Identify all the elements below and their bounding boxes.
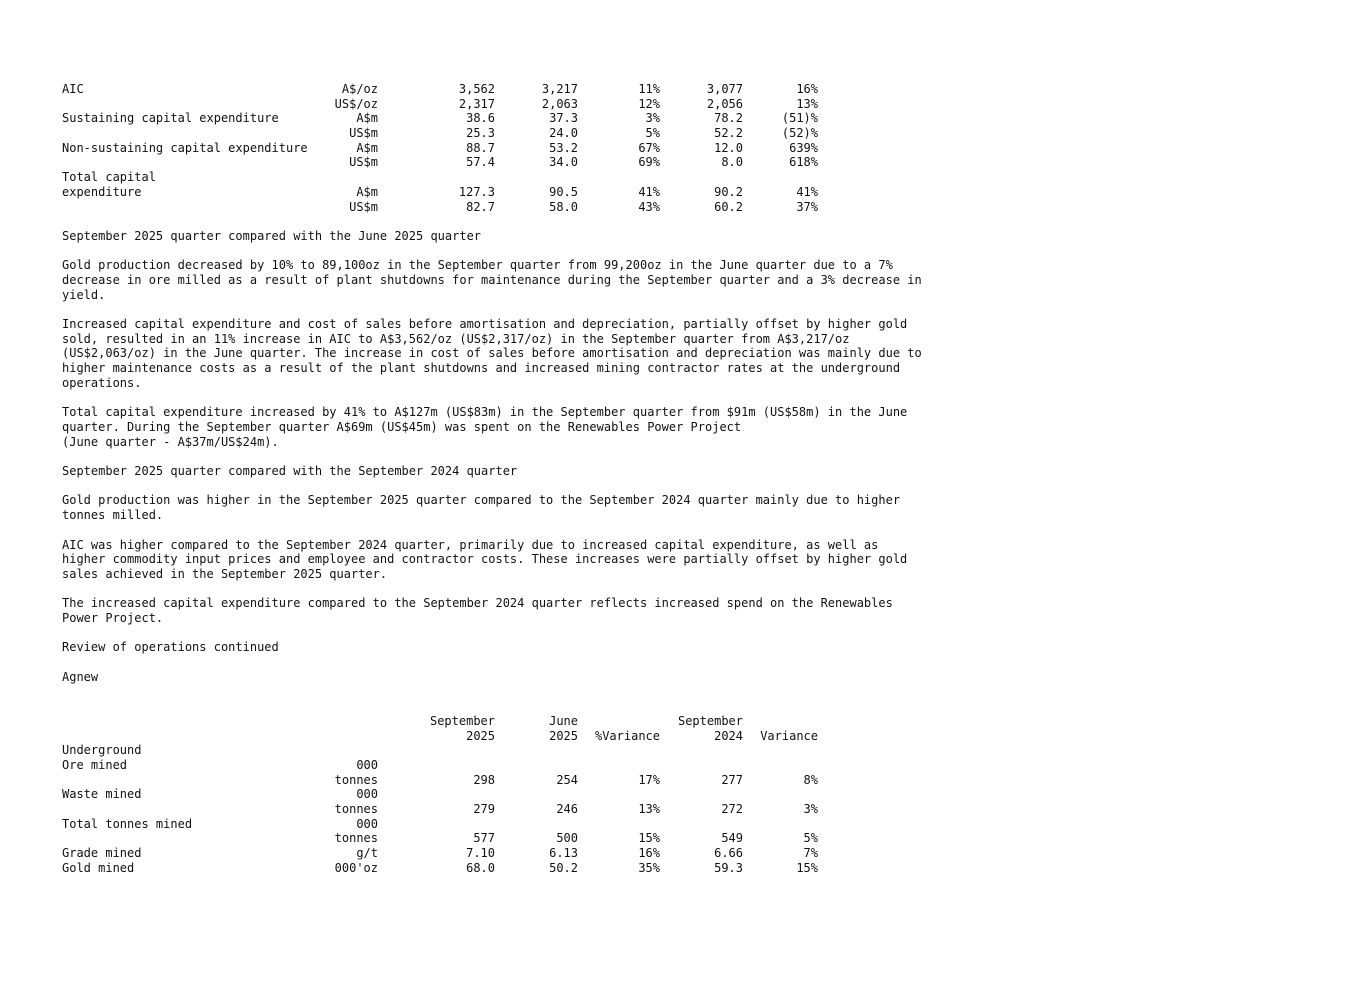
- table-row: [62, 111, 892, 126]
- cell-variance-q: 35%: [638, 860, 660, 875]
- cell-sep-2024: 59.3: [714, 860, 743, 875]
- cell-variance-q: 3%: [645, 111, 660, 126]
- table-row: [62, 831, 892, 846]
- cell-sep-2024: 3,077: [706, 82, 743, 96]
- row-unit: 000: [356, 816, 378, 831]
- cell-sep-2025: 577: [473, 831, 495, 846]
- row-unit: A$/oz: [341, 82, 378, 96]
- cell-sep-2025: 3,562: [458, 82, 495, 96]
- cell-variance-q: 13%: [638, 802, 660, 817]
- cell-sep-2025: 7.10: [466, 846, 495, 861]
- row-label: Sustaining capital expenditure: [62, 111, 279, 126]
- cell-sep-2025: 82.7: [466, 199, 495, 214]
- paragraph-aic-higher: AIC was higher compared to the September 2024 quarter, primarily due to increased capital expenditure, as well as higher commodity input prices and employee and contractor costs. These increases were partially offset by higher gold sales achieved in the September 2025 quarter.: [62, 537, 908, 581]
- row-label: Gold mined: [62, 860, 135, 875]
- row-label: Total capital: [62, 170, 156, 185]
- review-heading: Review of operations continued: [62, 640, 279, 655]
- cell-variance-q: 11%: [638, 82, 660, 96]
- table-row: [62, 170, 892, 185]
- cell-variance-y: 8%: [803, 772, 818, 787]
- cell-variance-y: 13%: [796, 96, 818, 111]
- row-unit: A$m: [356, 111, 378, 126]
- cell-sep-2025: 279: [473, 802, 495, 817]
- table-row: [62, 846, 892, 861]
- cell-jun-2025: 53.2: [549, 140, 578, 155]
- cell-variance-y: 41%: [796, 184, 818, 199]
- cell-variance-y: 7%: [803, 846, 818, 861]
- cell-variance-y: (52)%: [781, 126, 818, 141]
- paragraph-aic-increase: Increased capital expenditure and cost of sales before amortisation and depreciation, partially offset by higher gold sold, resulted in an 11% increase in AIC to A$3,562/oz (US$2,317/oz) in the September quarter from A$3,217/oz (US$2,063/oz) in the June quarter. The increase in cost of sales before amortisation and depreciation was mainly due to higher maintenance costs as a result of the plant shutdowns and increased mining contractor rates at the underground operations.: [62, 317, 922, 390]
- section-heading-june-comparison: September 2025 quarter compared with the June 2025 quarter: [62, 228, 482, 243]
- row-label: Grade mined: [62, 846, 142, 861]
- row-label: Waste mined: [62, 787, 142, 802]
- row-unit: g/t: [356, 846, 378, 861]
- cell-sep-2024: 277: [721, 772, 743, 787]
- row-unit: tonnes: [334, 772, 378, 787]
- row-unit: 000: [356, 757, 378, 772]
- table-row: [62, 758, 892, 773]
- cell-variance-y: 639%: [789, 140, 818, 155]
- paragraph-gold-higher: Gold production was higher in the September 2025 quarter compared to the September 2024 quarter mainly due to higher tonnes milled.: [62, 493, 901, 523]
- row-unit: 000: [356, 787, 378, 802]
- paragraph-capex-renewables: The increased capital expenditure compared to the September 2024 quarter reflects increased spend on the Renewables Power Project.: [62, 596, 893, 626]
- cell-variance-y: 618%: [789, 155, 818, 170]
- row-label: Ore mined: [62, 757, 128, 772]
- row-label: Non-sustaining capital expenditure: [62, 140, 308, 155]
- cell-variance-y: 15%: [796, 860, 818, 875]
- row-unit: 000'oz: [334, 860, 378, 875]
- column-header: Variance: [760, 728, 818, 743]
- cell-jun-2025: 34.0: [549, 155, 578, 170]
- row-unit: US$m: [349, 126, 378, 141]
- cell-jun-2025: 37.3: [549, 111, 578, 126]
- cell-sep-2025: 25.3: [466, 126, 495, 141]
- cell-sep-2024: 78.2: [714, 111, 743, 126]
- cell-jun-2025: 6.13: [549, 846, 578, 861]
- column-header: %Variance: [594, 728, 660, 743]
- table-header-row: [62, 729, 892, 744]
- cell-jun-2025: 90.5: [549, 184, 578, 199]
- cell-sep-2024: 272: [721, 802, 743, 817]
- cell-jun-2025: 2,063: [541, 96, 578, 111]
- cell-variance-q: 5%: [645, 126, 660, 141]
- table-row: [62, 802, 892, 817]
- table-row: [62, 126, 892, 141]
- cell-variance-q: 16%: [638, 846, 660, 861]
- cell-sep-2024: 6.66: [714, 846, 743, 861]
- cell-jun-2025: 3,217: [541, 82, 578, 96]
- row-label: Total tonnes mined: [62, 816, 193, 831]
- column-header: September: [677, 713, 743, 728]
- cell-variance-q: 69%: [638, 155, 660, 170]
- agnew-mining-table: [62, 714, 892, 876]
- table-row: [62, 787, 892, 802]
- cell-variance-q: 15%: [638, 831, 660, 846]
- cell-sep-2025: 127.3: [458, 184, 495, 199]
- column-header: 2025: [466, 728, 495, 743]
- cell-variance-q: 43%: [638, 199, 660, 214]
- table-header-row: [62, 714, 892, 729]
- row-unit: US$m: [349, 155, 378, 170]
- section-heading-sep2024-comparison: September 2025 quarter compared with the September 2024 quarter: [62, 464, 518, 479]
- table-row: [62, 861, 892, 876]
- cell-variance-y: 16%: [796, 82, 818, 96]
- cell-jun-2025: 254: [556, 772, 578, 787]
- cell-jun-2025: 50.2: [549, 860, 578, 875]
- cell-sep-2025: 57.4: [466, 155, 495, 170]
- table-row: [62, 773, 892, 788]
- column-header: September: [429, 713, 495, 728]
- cell-jun-2025: 500: [556, 831, 578, 846]
- table-row: [62, 185, 892, 200]
- cell-variance-q: 41%: [638, 184, 660, 199]
- table-row: [62, 817, 892, 832]
- column-header: June: [549, 713, 578, 728]
- table-row: [62, 82, 892, 97]
- table-row: [62, 97, 892, 112]
- cell-sep-2025: 38.6: [466, 111, 495, 126]
- cell-jun-2025: 246: [556, 802, 578, 817]
- site-heading: Agnew: [62, 669, 99, 684]
- cell-sep-2024: 549: [721, 831, 743, 846]
- cell-sep-2024: 2,056: [706, 96, 743, 111]
- row-unit: A$m: [356, 140, 378, 155]
- cell-variance-y: 5%: [803, 831, 818, 846]
- row-unit: US$/oz: [334, 96, 378, 111]
- row-unit: US$m: [349, 199, 378, 214]
- cell-sep-2025: 68.0: [466, 860, 495, 875]
- cell-sep-2024: 8.0: [721, 155, 743, 170]
- cell-sep-2024: 12.0: [714, 140, 743, 155]
- table-row: [62, 141, 892, 156]
- cell-jun-2025: 24.0: [549, 126, 578, 141]
- row-label: AIC: [62, 82, 84, 96]
- aic-capex-table: [62, 82, 892, 214]
- cell-variance-y: 37%: [796, 199, 818, 214]
- cell-variance-q: 67%: [638, 140, 660, 155]
- column-header: 2025: [549, 728, 578, 743]
- table-section-label: [62, 743, 892, 758]
- row-unit: A$m: [356, 184, 378, 199]
- cell-sep-2024: 52.2: [714, 126, 743, 141]
- row-unit: tonnes: [334, 802, 378, 817]
- cell-sep-2025: 88.7: [466, 140, 495, 155]
- cell-sep-2024: 90.2: [714, 184, 743, 199]
- cell-variance-q: 17%: [638, 772, 660, 787]
- section-label: Underground: [62, 743, 142, 758]
- table-row: [62, 200, 892, 215]
- cell-variance-y: (51)%: [781, 111, 818, 126]
- cell-variance-q: 12%: [638, 96, 660, 111]
- row-unit: tonnes: [334, 831, 378, 846]
- cell-sep-2025: 2,317: [458, 96, 495, 111]
- paragraph-capex-increase: Total capital expenditure increased by 41% to A$127m (US$83m) in the September quarter from $91m (US$58m) in the June quarter. During the September quarter A$69m (US$45m) was spent on the Renewables Power Project (June quarter - A$37m/US$24m).: [62, 405, 908, 449]
- cell-sep-2024: 60.2: [714, 199, 743, 214]
- table-row: [62, 155, 892, 170]
- paragraph-gold-production: Gold production decreased by 10% to 89,100oz in the September quarter from 99,200oz in the June quarter due to a 7% decrease in ore milled as a result of plant shutdowns for maintenance during the September quarter and a 3% decrease in yield.: [62, 258, 922, 302]
- column-header: 2024: [714, 728, 743, 743]
- cell-sep-2025: 298: [473, 772, 495, 787]
- row-label: expenditure: [62, 184, 142, 199]
- cell-jun-2025: 58.0: [549, 199, 578, 214]
- document-body: [62, 82, 922, 875]
- cell-variance-y: 3%: [803, 802, 818, 817]
